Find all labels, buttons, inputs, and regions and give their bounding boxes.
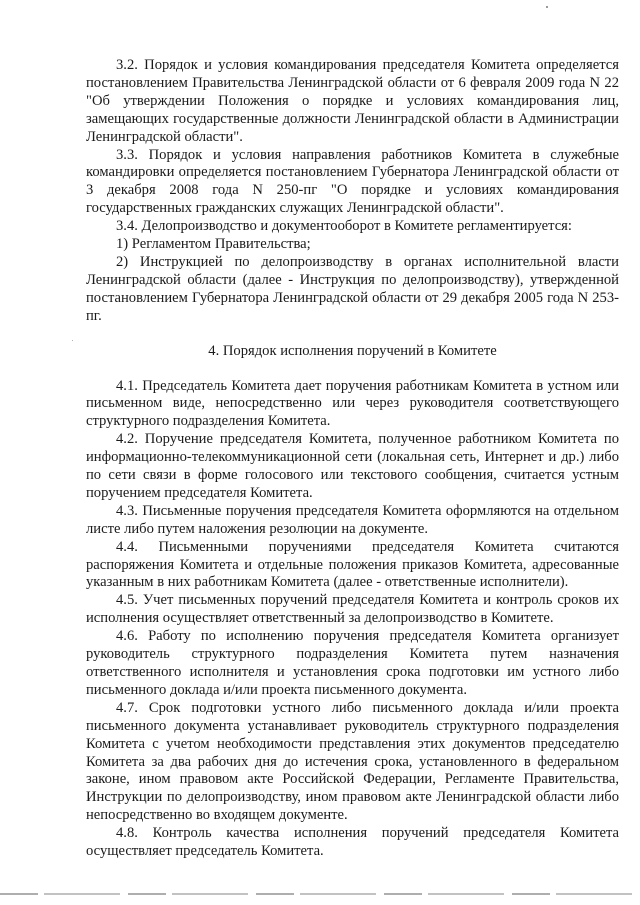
paragraph-4-2: 4.2. Поручение председателя Комитета, полученное работником Комитета по информационно-телекоммуникационной сети (локальная сеть, Интернет и др.) либо по сети связи в форме голосового или текстового сообщения, считается устным поручением председателя Комитета. bbox=[86, 431, 619, 501]
paragraph-4-3: 4.3. Письменные поручения председателя Комитета оформляются на отдельном листе либо путем наложения резолюции на документе. bbox=[86, 502, 619, 537]
scan-speck bbox=[546, 6, 548, 8]
paragraph-4-5: 4.5. Учет письменных поручений председателя Комитета и контроль сроков их исполнения осуществляет ответственный за делопроизводство в Комитете. bbox=[86, 592, 619, 627]
list-item-2: 2) Инструкцией по делопроизводству в органах исполнительной власти Ленинградской области (далее - Инструкция по делопроизводству), утвержденной постановлением Губернатора Ленинградской области от 29 декабря 2005 года N 253-пг. bbox=[86, 253, 619, 324]
paragraph-3-4: 3.4. Делопроизводство и документооборот в Комитете регламентируется: bbox=[116, 218, 572, 235]
paragraph-4-4: 4.4. Письменными поручениями председателя Комитета считаются распоряжения Комитета и отдельные положения приказов Комитета, адресованные указанным в них работникам Комитета (далее - ответственные исполнители). bbox=[86, 538, 619, 591]
paragraph-4-7: 4.7. Срок подготовки устного либо письменного доклада и/или проекта письменного документа устанавливает руководитель структурного подразделения Комитета с учетом необходимости представления этих документов председателю Комитета за два рабочих дня до истечения срока, установленного в федеральном законе, ином правовом акте Российской Федерации, Регламенте Правительства, Инструкции по делопроизводству, ином правовом акте Ленинградской области либо непосредственно во входящем документе. bbox=[86, 699, 619, 824]
paragraph-3-3: 3.3. Порядок и условия направления работников Комитета в служебные командировки определяется постановлением Губернатора Ленинградской области от 3 декабря 2008 года N 250-пг "О порядке и условиях командирования государственных гражданских служащих Ленинградской области". bbox=[86, 146, 619, 217]
scan-speck bbox=[72, 340, 73, 341]
paragraph-3-2: 3.2. Порядок и условия командирования председателя Комитета определяется постановлением Правительства Ленинградской области от 6 февраля 2009 года N 22 "Об утверждении Положения о порядке и условиях командирования лиц, замещающих государственные должности Ленинградской области в Администрации Ленинградской области". bbox=[86, 57, 619, 145]
paragraph-4-1: 4.1. Председатель Комитета дает поручения работникам Комитета в устном или письменном виде, непосредственно или через руководителя соответствующего структурного подразделения Комитета. bbox=[86, 377, 619, 430]
document-body bbox=[86, 57, 619, 861]
list-item-1: 1) Регламентом Правительства; bbox=[116, 236, 311, 253]
section-heading: 4. Порядок исполнения поручений в Комитете bbox=[208, 342, 497, 359]
paragraph-4-6: 4.6. Работу по исполнению поручения председателя Комитета организует руководитель структурного подразделения Комитета путем назначения ответственного исполнителя и установления срока подготовки им устного либо письменного доклада и/или проекта письменного документа. bbox=[86, 628, 619, 698]
scan-bottom-edge bbox=[0, 893, 640, 895]
paragraph-4-8: 4.8. Контроль качества исполнения поручений председателя Комитета осуществляет председатель Комитета. bbox=[86, 825, 619, 860]
